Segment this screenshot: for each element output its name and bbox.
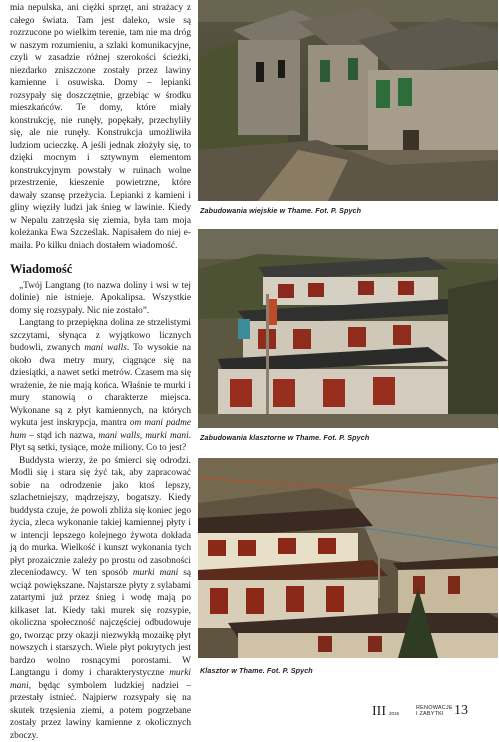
article-paragraph: mia nepulska, ani ciężki sprzęt, ani strażacy z całego świata. Tam jest daleko, wsie są rozrzucone po wielkim terenie, tam nie ma dróg w naszym rozumieniu, a szlaki komunikacyjne, czyli w zasadzie różnej szerokości ścieżki, niezdarko zniszczone zostały przez lawiny kamienne i osuwiska. Domy – lepianki rozsypały się doszczętnie, grzebiąc w środku mieszkańców. Te domy, które miały konstrukcję, nie runęły, popękały, przechyliły się, ale nie runęły. Konstrukcja umożliwiła ludziom ucieczkę. A jeśli jednak złożyły się, to dzięki mocnym i sztywnym elementom konstrukcyjnym powstały w ruinach wolne przestrzenie, kieszenie powietrzne, które dawały szansę przeżycia. Lepianki z kamieni i gliny więziły ludzi jak śnieg w lawinie. Kiedy w Nepalu zatrzęsła się ziemia, była tam moja koleżanka Ewa Szcześlak. Napisałem do niej e-maila. Po kilku dniach dostałem wiadomość. [10,2,191,252]
article-paragraph: Langtang to przepiękna dolina ze strzelistymi szczytami, słynąca z wyjątkowo licznych budowli, zwanych mani walls. To wysokie na około dwa metry mury, ciągnące się na dziesiątki, a nawet setki metrów. Czasem ma się wrażenie, że nie mają końca. Właśnie te murki i mury stanowią o charakterze miejsca. Wykonane są z płyt kamiennych, na których wykuta jest inskrypcja, mantra om mani padme hum – stąd ich nazwa, mani walls, murki mani. Płyt są setki, tysiące, może miliony. Co to jest? [10,317,191,455]
issue-year: 2015 [389,711,399,716]
article-column [10,2,191,742]
photo-caption: Zabudowania klasztorne w Thame. Fot. P. Spych [200,433,496,442]
photo-monastery [198,458,498,658]
article-paragraph: „Twój Langtang (to nazwa doliny i wsi w tej dolinie) nie istnieje. Apokalipsa. Wszystkie domy się rozsypały. Nic nie zostało”. [10,280,191,318]
magazine-title: RENOWACJE I ZABYTKI [416,705,453,717]
photo-village-houses [198,0,498,201]
article-paragraph: Buddysta wierzy, że po śmierci się odrodzi. Modli się i stara się żyć tak, aby zapracować sobie na odrodzenie jako ktoś lepszy, szlachetniejszy, mądrzejszy, bogatszy. Kiedy buddysta czuje, że powoli zbliża się koniec jego życia, zleca wykonanie takiej kamiennej płyty i w intencji lepszego kolejnego żywota dokłada ją do murka. Wielkość i kunszt wykonania tych płyt prozaicznie zależy po prostu od zasobności zleceniodawcy. W ten sposób murki mani są wciąż powiększane. Najstarsze płyty z sylabami zatartymi już przez śnieg i wodę mają po kilkaset lat. Kiedy taki murek się rozsypie, okoliczna społeczność najczęściej odbudowuje go, tworząc przy okazji niezwykłą mozaikę płyt nowszych i starszych. Wiele płyt pokrytych jest bardzo wolno rosnącymi porostami. W Langtangu i domy i charakterystyczne murki mani, będąc symbolem ludzkiej nadziei – przestały istnieć. Najpierw rozsypały się na skutek trzęsienia ziemi, a potem pogrzebane zostały przez lawiny kamienne z okolicznych zboczy. [10,455,191,742]
section-heading: Wiadomość [10,263,191,276]
page-footer [368,704,496,720]
page-number: 13 [454,703,468,719]
photo-monastery-buildings [198,229,498,428]
issue-number: III [372,704,386,720]
photo-caption: Klasztor w Thame. Fot. P. Spych [200,666,496,675]
photo-caption: Zabudowania wiejskie w Thame. Fot. P. Spych [200,206,496,215]
